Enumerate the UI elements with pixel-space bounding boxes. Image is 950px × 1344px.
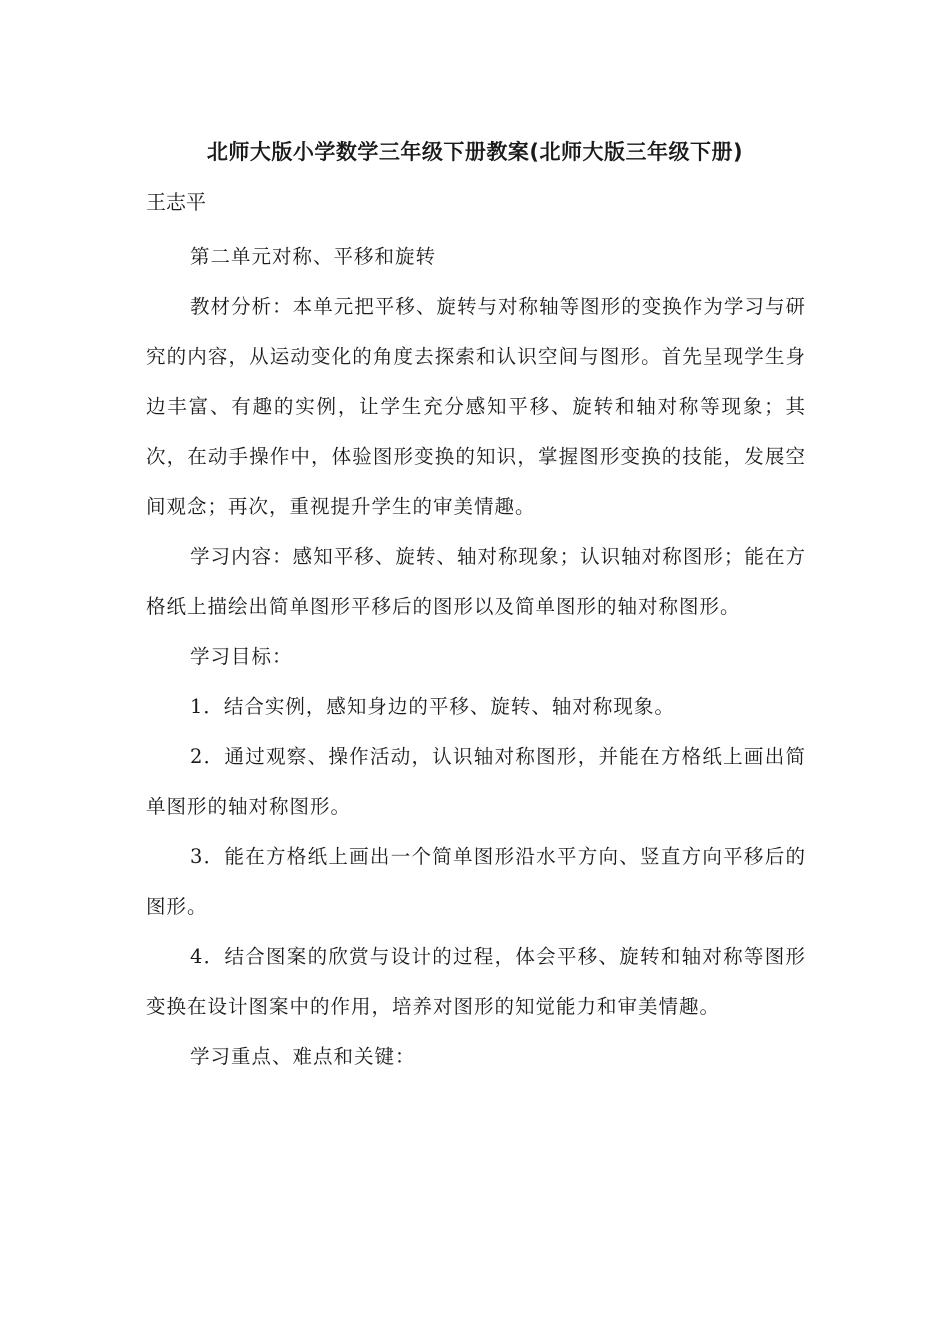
paragraph-goal-3: 3．能在方格纸上画出一个简单图形沿水平方向、竖直方向平移后的图形。 [146, 845, 806, 918]
paragraph-material-analysis: 教材分析：本单元把平移、旋转与对称轴等图形的变换作为学习与研究的内容，从运动变化的角度去探索和认识空间与图形。首先呈现学生身边丰富、有趣的实例，让学生充分感知平移、旋转和轴对称等现象；其次，在动手操作中，体验图形变换的知识，掌握图形变换的技能，发展空间观念；再次，重视提升学生的审美情趣。 [146, 295, 806, 518]
paragraph-learning-content: 学习内容：感知平移、旋转、轴对称现象；认识轴对称图形；能在方格纸上描绘出简单图形平移后的图形以及简单图形的轴对称图形。 [146, 545, 806, 618]
paragraph-unit-heading: 第二单元对称、平移和旋转 [190, 245, 437, 268]
paragraph-goal-4: 4．结合图案的欣赏与设计的过程，体会平移、旋转和轴对称等图形变换在设计图案中的作用，培养对图形的知觉能力和审美情趣。 [146, 945, 806, 1018]
document-author: 王志平 [146, 190, 206, 214]
paragraph-key-points-heading: 学习重点、难点和关键： [190, 1045, 416, 1068]
document-title: 北师大版小学数学三年级下册教案(北师大版三年级下册) [206, 140, 744, 164]
paragraph-goal-2: 2．通过观察、操作活动，认识轴对称图形，并能在方格纸上画出简单图形的轴对称图形。 [146, 745, 806, 818]
paragraph-learning-goals-heading: 学习目标： [190, 645, 293, 668]
document-body [146, 232, 806, 1082]
paragraph-goal-1: 1．结合实例，感知身边的平移、旋转、轴对称现象。 [190, 695, 675, 718]
